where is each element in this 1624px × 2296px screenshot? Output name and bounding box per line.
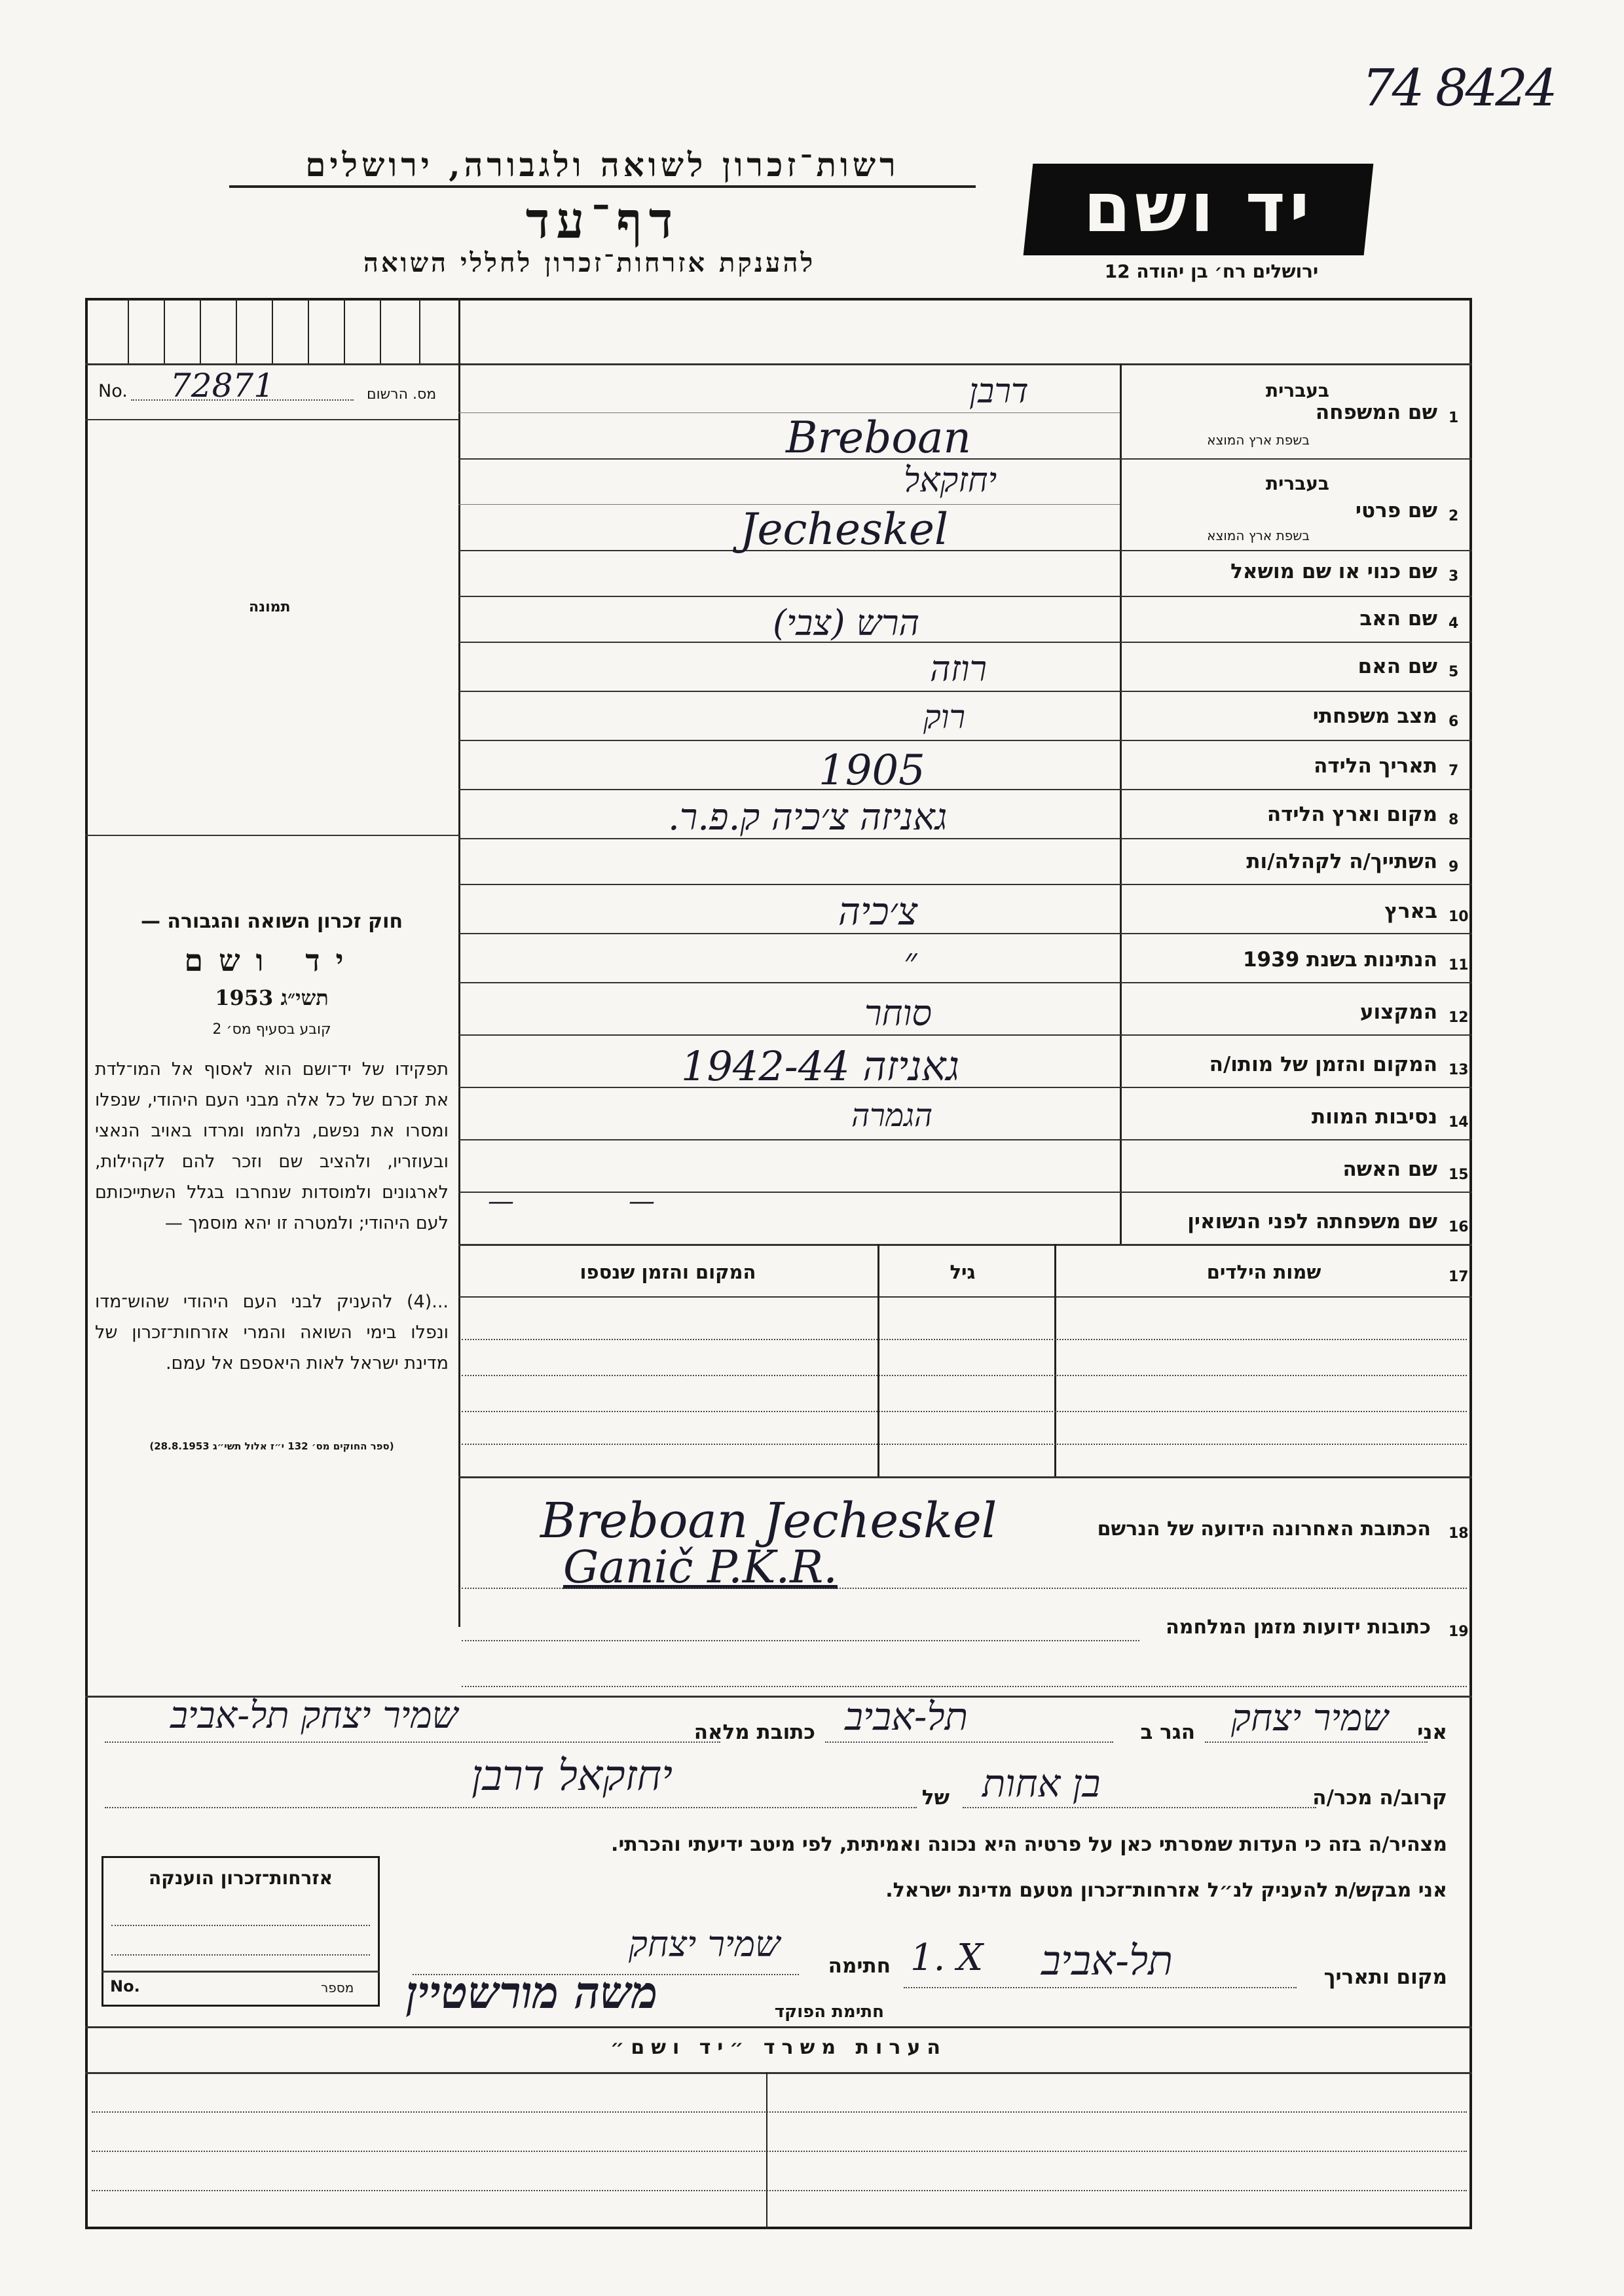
field-8-number: 8 <box>1449 812 1459 828</box>
field-4-value: הרש (צבי) <box>773 602 920 644</box>
field-1-sub-hebrew: בעברית <box>1265 380 1329 401</box>
decl-ani: אני <box>1417 1721 1447 1744</box>
officer-signature: משה מורשטיין <box>406 1967 658 2019</box>
decl-of: של <box>921 1786 950 1810</box>
field-2-label: שם פרטי <box>1355 499 1437 522</box>
field-15-label: שם האשה <box>1342 1157 1437 1181</box>
field-18-number: 18 <box>1449 1525 1469 1542</box>
field-3-label: שם כנוי או שם מושאל <box>1230 560 1437 583</box>
law-year: תשי״ג 1953 <box>215 985 329 1010</box>
field-14-number: 14 <box>1449 1114 1469 1131</box>
field-10-value: צ׳כיה <box>838 889 918 934</box>
form-title: דף־עד <box>525 191 680 249</box>
decl-signature-value: שמיר יצחק <box>629 1923 781 1965</box>
form-subtitle: להענקת אזרחות־זכרון לחללי השואה <box>363 247 816 278</box>
field-1-label: שם המשפחה <box>1315 401 1437 424</box>
decl-signature-label: חתימה <box>828 1954 891 1978</box>
law-title: חוק זכרון השואה והגבורה — <box>140 910 403 933</box>
registration-no-label: No. <box>98 381 128 401</box>
children-col-names: שמות הילדים <box>1206 1261 1321 1283</box>
field-11-value: ״ <box>904 940 917 981</box>
decl-lives-in: הגר ב <box>1140 1721 1195 1744</box>
field-12-number: 12 <box>1449 1010 1469 1026</box>
field-14-label: נסיבות המוות <box>1312 1105 1437 1129</box>
war-address-label: כתובות ידועות מזמן המלחמה <box>1166 1616 1431 1639</box>
field-16-dash-2: — <box>629 1186 655 1216</box>
field-7-label: תאריך הלידה <box>1314 754 1437 778</box>
field-2-number: 2 <box>1449 508 1459 524</box>
field-1-value-latin: Breboan <box>786 412 971 463</box>
field-14-value: הגמרה <box>851 1097 933 1134</box>
field-4-number: 4 <box>1449 615 1459 632</box>
award-box-title: אזרחות־זכרון הוענקה <box>149 1867 333 1889</box>
decl-name-value: שמיר יצחק <box>1231 1697 1388 1740</box>
award-number-label: מספר <box>321 1980 354 1995</box>
field-7-number: 7 <box>1449 763 1459 779</box>
decl-request: אני מבקש/ת להעניק לנ״ל אזרחות־זכרון מטעם מדינת ישראל. <box>885 1879 1447 1902</box>
field-7-value: 1905 <box>819 746 925 795</box>
decl-full-address: כתובת מלאה <box>693 1721 815 1744</box>
field-6-label: מצב משפחתי <box>1312 704 1437 728</box>
field-5-value: רוזה <box>930 648 987 689</box>
field-2-value-latin: Jecheskel <box>740 504 949 555</box>
award-no-label: No. <box>110 1977 140 1995</box>
field-4-label: שם האב <box>1359 607 1437 630</box>
law-text-2: ...(4) להעניק לבני העם היהודי שהוש־מדו ונפלו בימי השואה והמרי אזרחות־זכרון של מדינת ישראל לאות היאספם אל עמם. <box>95 1292 449 1374</box>
children-col-place: המקום והזמן שנספו <box>580 1261 756 1283</box>
field-9-number: 9 <box>1449 859 1459 875</box>
field-17-number: 17 <box>1449 1269 1469 1285</box>
field-16-dash-1: — <box>488 1186 514 1216</box>
field-1-sub-origin: בשפת ארץ המוצא <box>1207 432 1310 448</box>
field-3-number: 3 <box>1449 568 1459 585</box>
law-name: יד ושם <box>184 943 360 978</box>
archive-number: 74 8424 <box>1362 59 1555 118</box>
field-2-sub-hebrew: בעברית <box>1265 473 1329 494</box>
field-2-sub-origin: בשפת ארץ המוצא <box>1207 528 1310 543</box>
field-13-number: 13 <box>1449 1062 1469 1078</box>
field-16-number: 16 <box>1449 1219 1469 1235</box>
photo-label: תמונה <box>249 599 291 615</box>
law-text-1: תפקידו של יד־ושם הוא לאסוף אל המו־לדת את זכרם של כל אלה מבני העם היהודי, שנפלו ומסרו את נפשם, נלחמו ומרדו באויב הנאצי ובעוזריו, ולהציב שם וזכר להם לקהילות, לארגונים ולמוסדות שנחרבו בגלל השתייכותם לעם היהודי; ולמטרה זו יהא מוסמך — <box>95 1059 449 1233</box>
office-notes-title: הערות משרד ״יד ושם״ <box>610 2036 947 2059</box>
field-12-value: סוחר <box>864 993 932 1034</box>
decl-place-value: תל-אביב <box>1041 1937 1173 1984</box>
field-10-number: 10 <box>1449 909 1469 925</box>
law-footnote: (ספר החוקים מס׳ 132 י״ז אלול תשי״ג 28.8.1953) <box>149 1440 394 1452</box>
decl-address-value: שמיר יצחק תל-אביב <box>170 1694 458 1737</box>
field-15-number: 15 <box>1449 1167 1469 1183</box>
decl-date-value: 1. X <box>910 1937 984 1979</box>
field-8-label: מקום וארץ הלידה <box>1266 803 1437 826</box>
decl-relation-value: בן אחות <box>982 1761 1101 1806</box>
last-address-line-1: Breboan Jecheskel <box>540 1493 997 1549</box>
authority-title: רשות־זכרון לשואה ולגבורה, ירושלים <box>229 145 976 188</box>
field-5-number: 5 <box>1449 664 1459 680</box>
field-6-value: רוק <box>923 698 966 736</box>
field-6-number: 6 <box>1449 714 1459 730</box>
address-line: ירושלים רח׳ בן יהודה 12 <box>1104 261 1319 282</box>
field-11-label: הנתינות בשנת 1939 <box>1242 948 1437 972</box>
last-address-line-2: Ganič P.K.R. <box>563 1542 838 1594</box>
decl-place-date: מקום ותאריך <box>1323 1965 1447 1989</box>
field-11-number: 11 <box>1449 957 1469 974</box>
field-13-value: גאניזה 1942-44 <box>681 1042 960 1090</box>
decl-of-value: יחזקאל דרבן <box>471 1752 673 1800</box>
field-9-label: השתייך/ה לקהלה/ות <box>1246 850 1437 873</box>
field-1-number: 1 <box>1449 410 1459 426</box>
last-address-label: הכתובת האחרונה הידועה של הנרשם <box>1097 1518 1431 1540</box>
children-col-age: גיל <box>950 1261 976 1283</box>
decl-city-value: תל-אביב <box>845 1694 969 1739</box>
decl-relative: קרוב/ה מכר/ה <box>1312 1786 1447 1810</box>
field-12-label: המקצוע <box>1359 1000 1437 1024</box>
logo-text: יד ושם <box>1083 168 1314 247</box>
registration-number: 72871 <box>170 367 275 405</box>
field-8-value: גאניזה צ׳כיה ק.פ.ר. <box>668 796 948 839</box>
field-16-label: שם משפחתה לפני הנשואין <box>1187 1210 1437 1233</box>
field-10-label: בארץ <box>1384 900 1437 923</box>
field-19-number: 19 <box>1449 1624 1469 1640</box>
law-clause: קובע בסעיף מס׳ 2 <box>212 1021 331 1038</box>
decl-officer-label: חתימת הפוקד <box>774 2002 884 2022</box>
field-1-value-hebrew: דרבן <box>969 372 1029 411</box>
field-2-value-hebrew: יחזקאל <box>904 461 997 500</box>
field-13-label: המקום והזמן של מותו/ה <box>1209 1053 1437 1076</box>
field-5-label: שם האם <box>1357 655 1437 678</box>
registration-label: מס. הרשום <box>367 386 437 403</box>
decl-statement: מצהיר/ה בזה כי העדות שמסרתי כאן על פרטיה היא נכונה ואמיתית, לפי מיטב ידיעתי והכרתי. <box>611 1833 1447 1856</box>
